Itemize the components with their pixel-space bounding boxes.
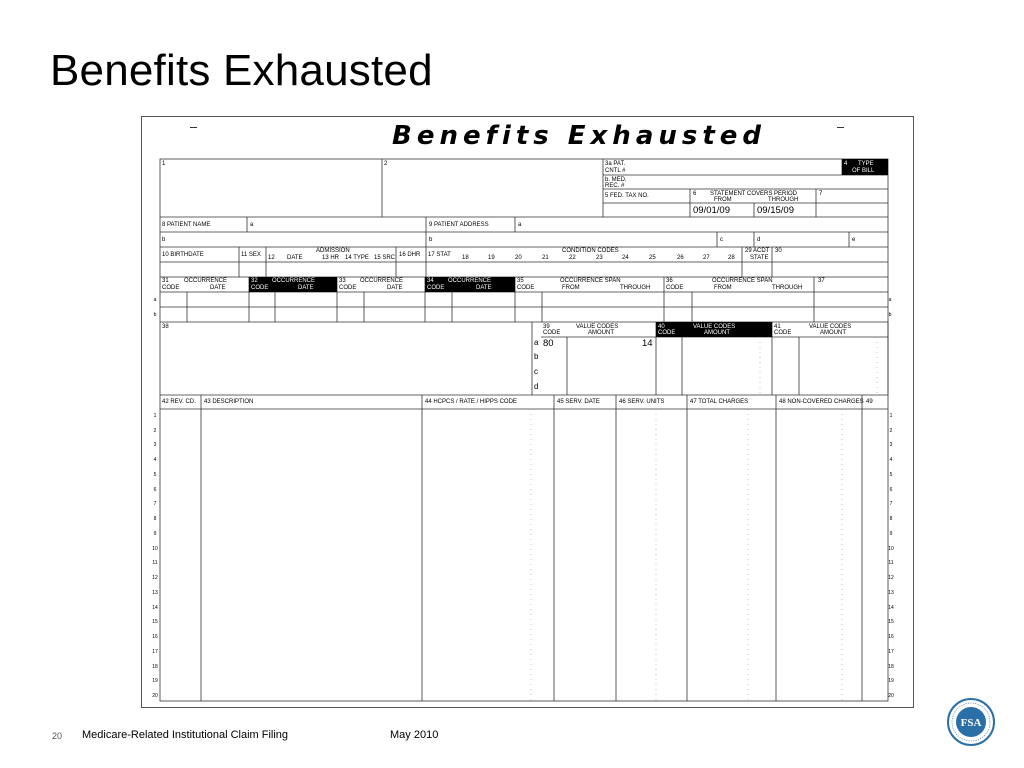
line-number-left: 13 <box>152 590 158 596</box>
cc-20: 20 <box>515 255 522 261</box>
box-33-code: CODE <box>339 285 357 291</box>
box-9-label: 9 PATIENT ADDRESS <box>429 222 489 228</box>
cc-23: 23 <box>596 255 603 261</box>
box-11-label: 11 SEX <box>241 252 261 258</box>
box-5-label: 5 FED. TAX NO. <box>605 193 649 199</box>
admission-label: ADMISSION <box>316 248 350 254</box>
box-32-date: DATE <box>298 285 314 291</box>
box-3a-sublabel: CNTL # <box>605 168 626 174</box>
row-a-left: a <box>153 297 157 303</box>
row-a-right: a <box>888 297 892 303</box>
box-12-date: DATE <box>287 255 303 261</box>
box-38-label: 38 <box>162 324 169 330</box>
box-4-label: 4 <box>844 161 848 167</box>
box-39-code: CODE <box>543 330 561 336</box>
line-number-right: 15 <box>888 619 894 625</box>
line-number-left: 7 <box>153 501 157 507</box>
box-9e-label: e <box>852 237 856 243</box>
box-40-title: VALUE CODES <box>693 324 736 330</box>
cc-27: 27 <box>703 255 710 261</box>
vc-row-a: a <box>534 338 539 347</box>
box-47-label: 47 TOTAL CHARGES <box>690 399 749 405</box>
box-6-through: THROUGH <box>768 197 799 203</box>
page-number: 20 <box>52 731 63 741</box>
cc-24: 24 <box>622 255 629 261</box>
box-9b-label: b <box>429 237 433 243</box>
box-8b-label: b <box>162 237 166 243</box>
box-2-label: 2 <box>384 161 388 167</box>
line-number-right: 14 <box>888 605 894 611</box>
box-48-label: 48 NON-COVERED CHARGES <box>779 399 864 405</box>
box-33-occurrence: OCCURRENCE <box>360 278 404 284</box>
box-35-through: THROUGH <box>620 285 651 291</box>
line-number-left: 14 <box>152 605 158 611</box>
box-32-occurrence: OCCURRENCE <box>272 278 316 284</box>
cc-18: 18 <box>462 255 469 261</box>
box-40-amount: AMOUNT <box>704 330 730 336</box>
line-number-right: 13 <box>888 590 894 596</box>
box-6-from: FROM <box>714 197 732 203</box>
line-number-left: 8 <box>153 516 157 522</box>
cc-25: 25 <box>649 255 656 261</box>
box-6-title: STATEMENT COVERS PERIOD <box>710 191 798 197</box>
box-8-label: 8 PATIENT NAME <box>162 222 211 228</box>
box-4-type: TYPE <box>858 161 874 167</box>
line-number-left: 11 <box>152 560 158 566</box>
line-number-right: 9 <box>889 531 893 537</box>
box-34-occurrence: OCCURRENCE <box>448 278 492 284</box>
line-number-right: 5 <box>889 472 893 478</box>
row-b-left: b <box>153 312 157 318</box>
box-9d-label: d <box>757 237 761 243</box>
row-b-right: b <box>888 312 892 318</box>
box-6-label: 6 <box>693 191 697 197</box>
box-29-label: 29 ACDT <box>745 248 770 254</box>
line-number-right: 12 <box>888 575 894 581</box>
box-9a-label: a <box>518 222 522 228</box>
form-grid <box>142 117 913 707</box>
box-40-code: CODE <box>658 330 676 336</box>
line-number-right: 8 <box>889 516 893 522</box>
line-number-right: 18 <box>888 664 894 670</box>
line-number-left: 18 <box>152 664 158 670</box>
vc-row-c: c <box>534 367 538 376</box>
box-35-span: OCCURRENCE SPAN <box>560 278 621 284</box>
line-number-left: 9 <box>153 531 157 537</box>
box-29-sublabel: STATE <box>750 255 769 261</box>
box-46-label: 46 SERV. UNITS <box>619 399 665 405</box>
line-number-right: 19 <box>888 678 894 684</box>
box-4-sublabel: OF BILL <box>852 168 875 174</box>
line-number-right: 3 <box>889 442 893 448</box>
box-3b-sublabel: REC. # <box>605 183 625 189</box>
box-40-label: 40 <box>658 324 665 330</box>
box-39-title: VALUE CODES <box>576 324 619 330</box>
line-number-right: 1 <box>889 413 893 419</box>
box-15-label: 15 SRC <box>374 255 396 261</box>
box-30-label: 30 <box>775 248 782 254</box>
vc-row-d: d <box>534 382 539 391</box>
box-31-occurrence: OCCURRENCE <box>184 278 228 284</box>
statement-from-date: 09/01/09 <box>693 205 730 216</box>
claim-form-image <box>141 116 914 708</box>
box-13-label: 13 HR <box>322 255 340 261</box>
box-45-label: 45 SERV. DATE <box>557 399 600 405</box>
box-37-label: 37 <box>818 278 825 284</box>
footer-title: Medicare-Related Institutional Claim Filing <box>82 729 289 741</box>
box-35-from: FROM <box>562 285 580 291</box>
footer-date: May 2010 <box>390 729 439 741</box>
box-39-amount: AMOUNT <box>588 330 614 336</box>
box-34-label: 34 <box>427 278 434 284</box>
line-number-left: 10 <box>152 546 158 552</box>
vc-row-b: b <box>534 352 539 361</box>
line-number-left: 3 <box>153 442 157 448</box>
box-16-label: 16 DHR <box>399 252 421 258</box>
box-39-label: 39 <box>543 324 550 330</box>
box-41-label: 41 <box>774 324 781 330</box>
box-36-label: 36 <box>666 278 673 284</box>
line-number-left: 6 <box>153 487 157 493</box>
box-14-label: 14 TYPE <box>345 255 369 261</box>
line-number-left: 4 <box>153 457 157 463</box>
line-number-right: 17 <box>888 649 894 655</box>
box-42-label: 42 REV. CD. <box>162 399 196 405</box>
line-number-left: 19 <box>152 678 158 684</box>
fsa-logo-icon <box>946 697 996 747</box>
line-number-left: 5 <box>153 472 157 478</box>
cc-28: 28 <box>728 255 735 261</box>
line-number-left: 16 <box>152 634 158 640</box>
box-17-label: 17 STAT <box>428 252 451 258</box>
line-number-left: 1 <box>153 413 157 419</box>
line-number-left: 17 <box>152 649 158 655</box>
box-43-label: 43 DESCRIPTION <box>204 399 254 405</box>
box-41-title: VALUE CODES <box>809 324 852 330</box>
box-36-code: CODE <box>666 285 684 291</box>
statement-through-date: 09/15/09 <box>757 205 794 216</box>
box-44-label: 44 HCPCS / RATE / HIPPS CODE <box>425 399 517 405</box>
box-32-label: 32 <box>251 278 258 284</box>
slide-title: Benefits Exhausted <box>50 46 433 95</box>
box-3a-label: 3a PAT. <box>605 161 626 167</box>
line-number-right: 10 <box>888 546 894 552</box>
box-35-label: 35 <box>517 278 524 284</box>
box-32-code: CODE <box>251 285 269 291</box>
form-heading: Benefits Exhausted <box>392 121 767 151</box>
box-33-date: DATE <box>387 285 403 291</box>
box-9c-label: c <box>720 237 723 243</box>
box-36-span: OCCURRENCE SPAN <box>712 278 773 284</box>
line-number-right: 7 <box>889 501 893 507</box>
line-number-right: 16 <box>888 634 894 640</box>
line-number-right: 6 <box>889 487 893 493</box>
box-41-amount: AMOUNT <box>820 330 846 336</box>
line-number-right: 11 <box>888 560 894 566</box>
cc-19: 19 <box>488 255 495 261</box>
cc-26: 26 <box>677 255 684 261</box>
cc-22: 22 <box>569 255 576 261</box>
value-amount-a: 14 <box>642 338 653 349</box>
box-10-label: 10 BIRTHDATE <box>162 252 204 258</box>
box-34-date: DATE <box>476 285 492 291</box>
box-35-code: CODE <box>517 285 535 291</box>
line-number-right: 20 <box>888 693 894 699</box>
box-31-code: CODE <box>162 285 180 291</box>
svg-text:FSA: FSA <box>960 717 982 729</box>
box-12-label: 12 <box>268 255 275 261</box>
box-36-from: FROM <box>714 285 732 291</box>
box-41-code: CODE <box>774 330 792 336</box>
box-36-through: THROUGH <box>772 285 803 291</box>
line-number-left: 12 <box>152 575 158 581</box>
box-31-date: DATE <box>210 285 226 291</box>
box-34-code: CODE <box>427 285 445 291</box>
value-code-a: 80 <box>543 338 554 349</box>
cc-21: 21 <box>542 255 549 261</box>
line-number-left: 15 <box>152 619 158 625</box>
line-number-right: 4 <box>889 457 893 463</box>
box-8a-label: a <box>250 222 254 228</box>
box-3b-label: b. MED. <box>605 177 627 183</box>
condition-codes-label: CONDITION CODES <box>562 248 619 254</box>
box-1-label: 1 <box>162 161 166 167</box>
line-number-left: 2 <box>153 428 157 434</box>
box-49-label: 49 <box>866 399 873 405</box>
line-number-left: 20 <box>152 693 158 699</box>
box-33-label: 33 <box>339 278 346 284</box>
box-7-label: 7 <box>819 191 823 197</box>
line-number-right: 2 <box>889 428 893 434</box>
box-31-label: 31 <box>162 278 169 284</box>
